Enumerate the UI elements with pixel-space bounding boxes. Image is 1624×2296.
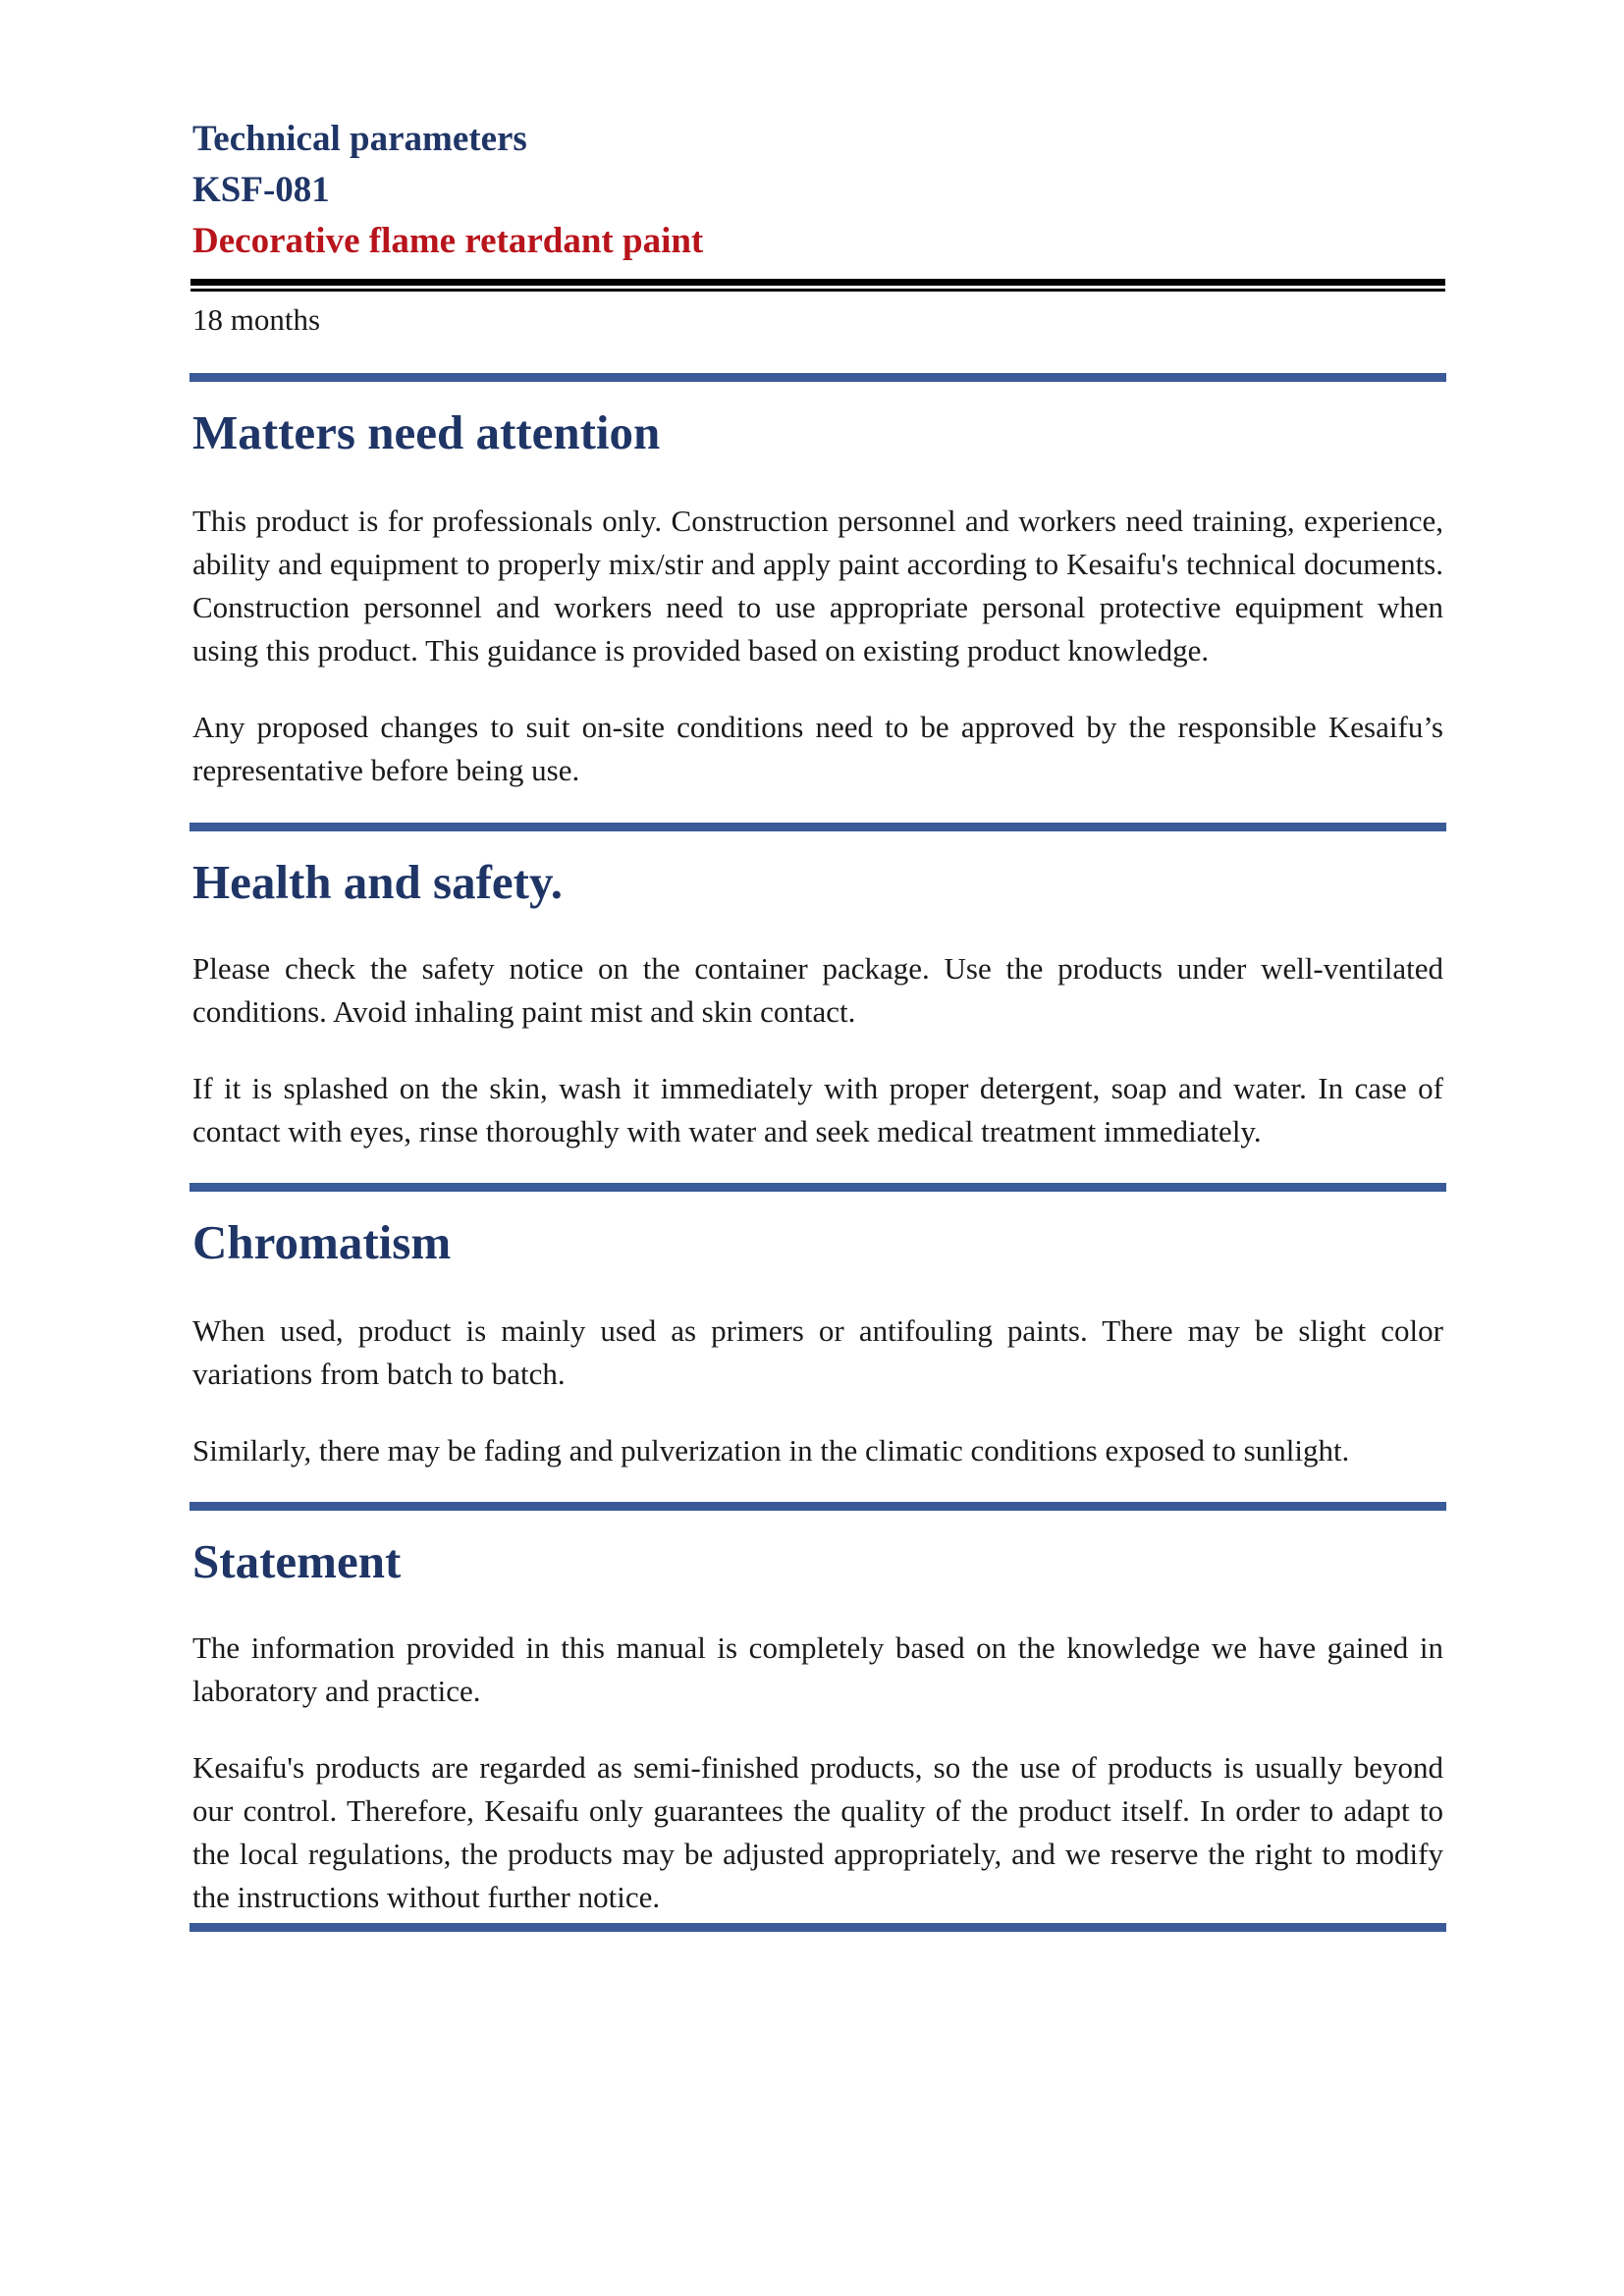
section-divider <box>189 1183 1446 1192</box>
section-title-statement: Statement <box>192 1534 402 1588</box>
doc-header-product-name: Decorative flame retardant paint <box>192 221 704 261</box>
header-rule-thick <box>190 279 1445 286</box>
section-paragraph: If it is splashed on the skin, wash it immediately with proper detergent, soap and water. In case of contact with eyes, rinse thoroughly with water and seek medical treatment immediately. <box>192 1071 1443 1148</box>
section-paragraph: When used, product is mainly used as primers or antifouling paints. There may be slight color variations from batch to batch. <box>192 1313 1443 1391</box>
section-title-chromatism: Chromatism <box>192 1215 452 1269</box>
section-paragraph: Please check the safety notice on the container package. Use the products under well-ventilated conditions. Avoid inhaling paint mist and skin contact. <box>192 951 1443 1029</box>
section-paragraph: Any proposed changes to suit on-site conditions need to be approved by the responsible Kesaifu’s representative before being use. <box>192 710 1443 787</box>
section-title-matters-need-attention: Matters need attention <box>192 405 661 459</box>
section-paragraph: This product is for professionals only. Construction personnel and workers need training, experience, ability and equipment to properly mix/stir and apply paint according to Kesaifu's technical documents. Construction personnel and workers need to use appropriate personal protective equipment when using this product. This guidance is provided based on existing product knowledge. <box>192 504 1443 667</box>
section-divider <box>189 373 1446 382</box>
shelf-life-text: 18 months <box>192 302 321 337</box>
section-title-health-and-safety: Health and safety. <box>192 855 564 909</box>
section-paragraph: Kesaifu's products are regarded as semi-finished products, so the use of products is usually beyond our control. Therefore, Kesaifu only guarantees the quality of the product itself. In order to adapt to the local regulations, the products may be adjusted appropriately, and we reserve the right to modify the instructions without further notice. <box>192 1750 1443 1914</box>
document-page <box>192 114 1443 1932</box>
section-divider <box>189 1502 1446 1511</box>
doc-header-model: KSF-081 <box>192 170 330 210</box>
header-rule-thin <box>190 289 1445 292</box>
section-paragraph: Similarly, there may be fading and pulverization in the climatic conditions exposed to sunlight. <box>192 1433 1350 1468</box>
section-divider <box>189 823 1446 831</box>
header-double-rule <box>192 279 1443 293</box>
section-paragraph: The information provided in this manual is completely based on the knowledge we have gained in laboratory and practice. <box>192 1630 1443 1708</box>
footer-divider <box>189 1923 1446 1932</box>
doc-header-title: Technical parameters <box>192 119 527 159</box>
